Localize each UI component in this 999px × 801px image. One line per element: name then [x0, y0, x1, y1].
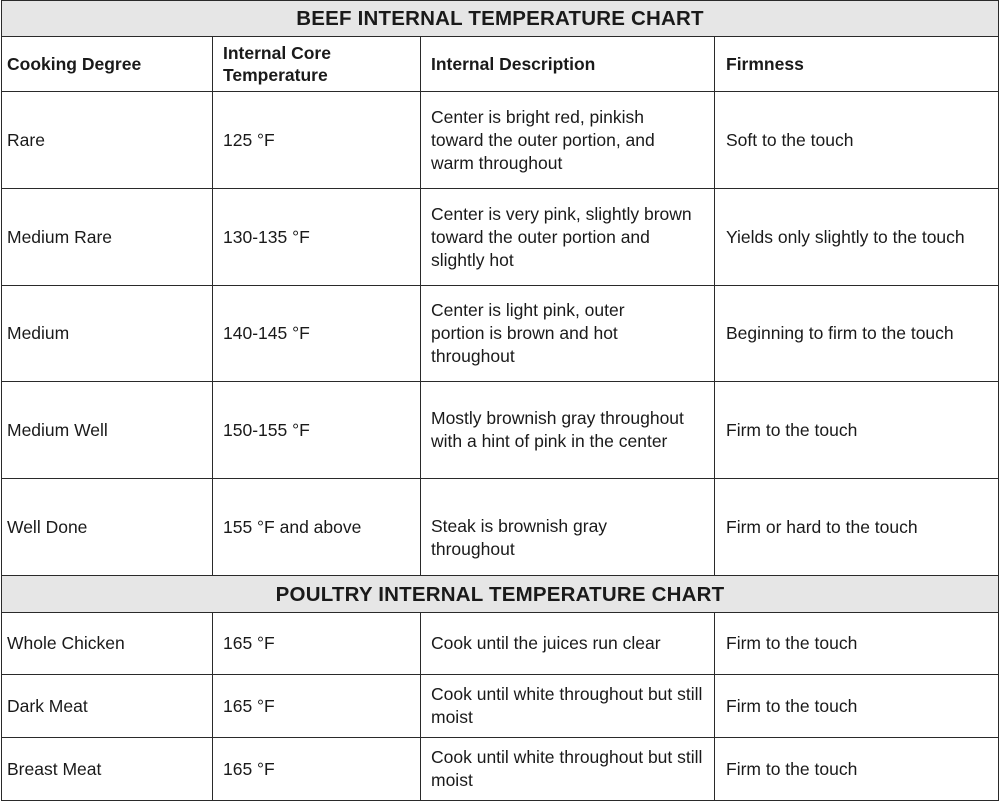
- firmness-cell: Soft to the touch: [715, 92, 999, 189]
- description-cell: Center is light pink, outer portion is brown and hot throughout: [421, 286, 715, 382]
- table-row: [2, 479, 999, 576]
- cooking-degree-cell: Rare: [2, 92, 213, 189]
- cooking-degree-cell: Breast Meat: [2, 738, 213, 801]
- temperature-cell: 140-145 °F: [213, 286, 421, 382]
- firmness-cell: Firm or hard to the touch: [715, 479, 999, 576]
- temperature-cell: 125 °F: [213, 92, 421, 189]
- table-row: [2, 675, 999, 738]
- beef-title-row: [2, 1, 999, 37]
- description-cell: Cook until white throughout but still moist: [421, 675, 715, 738]
- cooking-degree-cell: Medium Well: [2, 382, 213, 479]
- temperature-cell: 165 °F: [213, 675, 421, 738]
- poultry-title-row: [2, 576, 999, 613]
- description-cell: Cook until the juices run clear: [421, 613, 715, 675]
- temperature-cell: 130-135 °F: [213, 189, 421, 286]
- header-cooking-degree: Cooking Degree: [2, 37, 213, 92]
- table-row: [2, 286, 999, 382]
- header-description: Internal Description: [421, 37, 715, 92]
- table-row: [2, 92, 999, 189]
- cooking-degree-cell: Whole Chicken: [2, 613, 213, 675]
- firmness-cell: Yields only slightly to the touch: [715, 189, 999, 286]
- table-row: [2, 738, 999, 801]
- firmness-cell: Firm to the touch: [715, 382, 999, 479]
- temperature-cell: 165 °F: [213, 613, 421, 675]
- description-cell: Center is very pink, slightly brown toward the outer portion and slightly hot: [421, 189, 715, 286]
- table-row: [2, 613, 999, 675]
- firmness-cell: Beginning to firm to the touch: [715, 286, 999, 382]
- temperature-chart-table: [1, 0, 999, 801]
- temperature-cell: 150-155 °F: [213, 382, 421, 479]
- cooking-degree-cell: Medium: [2, 286, 213, 382]
- firmness-cell: Firm to the touch: [715, 675, 999, 738]
- description-cell: Center is bright red, pinkish toward the outer portion, and warm throughout: [421, 92, 715, 189]
- description-cell: Cook until white throughout but still moist: [421, 738, 715, 801]
- description-cell: Steak is brownish gray throughout: [421, 479, 715, 576]
- poultry-chart-title: POULTRY INTERNAL TEMPERATURE CHART: [2, 576, 999, 613]
- cooking-degree-cell: Medium Rare: [2, 189, 213, 286]
- table-row: [2, 189, 999, 286]
- cooking-degree-cell: Well Done: [2, 479, 213, 576]
- header-row: [2, 37, 999, 92]
- firmness-cell: Firm to the touch: [715, 738, 999, 801]
- temperature-cell: 165 °F: [213, 738, 421, 801]
- firmness-cell: Firm to the touch: [715, 613, 999, 675]
- temperature-cell: 155 °F and above: [213, 479, 421, 576]
- table-row: [2, 382, 999, 479]
- cooking-degree-cell: Dark Meat: [2, 675, 213, 738]
- description-cell: Mostly brownish gray throughout with a hint of pink in the center: [421, 382, 715, 479]
- header-firmness: Firmness: [715, 37, 999, 92]
- beef-chart-title: BEEF INTERNAL TEMPERATURE CHART: [2, 1, 999, 37]
- header-core-temperature: Internal Core Temperature: [213, 37, 421, 92]
